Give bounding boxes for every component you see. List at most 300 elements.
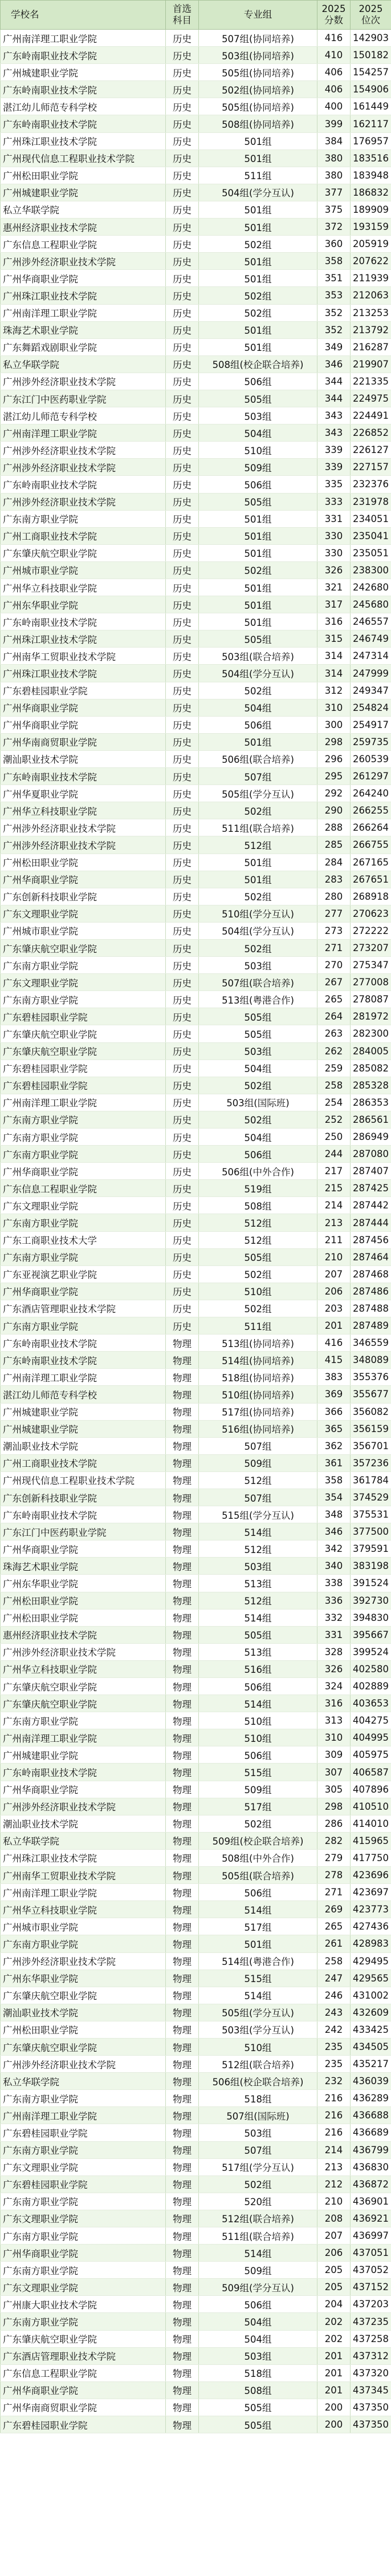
subject-cell: 历史	[166, 957, 199, 974]
school-cell: 广东南方职业学院	[1, 1111, 166, 1128]
group-cell: 514组	[199, 1901, 317, 1918]
group-cell: 510组(学分互认)	[199, 905, 317, 922]
rank-cell: 379591	[351, 1540, 391, 1558]
table-row	[1, 1523, 391, 1540]
rank-cell: 402580	[351, 1660, 391, 1677]
subject-cell: 历史	[166, 115, 199, 132]
table-row	[1, 2381, 391, 2399]
rank-cell: 245680	[351, 596, 391, 613]
school-cell: 广州东华职业学院	[1, 1575, 166, 1592]
school-cell: 广州华商职业学院	[1, 1781, 166, 1798]
score-cell: 214	[317, 2141, 351, 2158]
subject-cell: 物理	[166, 2056, 199, 2073]
table-row	[1, 905, 391, 922]
table-row	[1, 1643, 391, 1660]
table-row	[1, 81, 391, 98]
score-cell: 310	[317, 699, 351, 716]
subject-cell: 物理	[166, 2021, 199, 2038]
table-row	[1, 1352, 391, 1369]
subject-cell: 物理	[166, 1867, 199, 1884]
table-row	[1, 64, 391, 81]
subject-cell: 物理	[166, 2296, 199, 2313]
subject-cell: 历史	[166, 47, 199, 64]
table-row	[1, 1626, 391, 1643]
score-cell: 312	[317, 682, 351, 699]
score-cell: 328	[317, 1643, 351, 1660]
score-cell: 314	[317, 665, 351, 682]
school-cell: 广州涉外经济职业技术学院	[1, 1798, 166, 1815]
table-row	[1, 373, 391, 390]
table-row	[1, 2262, 391, 2279]
group-cell: 501组	[199, 613, 317, 630]
group-cell: 515组	[199, 1970, 317, 1987]
group-cell: 501组	[199, 854, 317, 871]
group-cell: 517组	[199, 1918, 317, 1935]
rank-cell: 150182	[351, 47, 391, 64]
table-row	[1, 2330, 391, 2347]
group-cell: 509组(学分互认)	[199, 2279, 317, 2296]
score-cell: 342	[317, 1540, 351, 1558]
subject-cell: 历史	[166, 630, 199, 648]
table-row	[1, 1146, 391, 1163]
score-cell: 331	[317, 1626, 351, 1643]
rank-cell: 392730	[351, 1592, 391, 1609]
rank-cell: 193159	[351, 219, 391, 236]
group-cell: 502组(协同培养)	[199, 81, 317, 98]
school-cell: 广州城市职业学院	[1, 1918, 166, 1935]
group-cell: 511组	[199, 1317, 317, 1334]
score-cell: 346	[317, 355, 351, 373]
rank-cell: 287464	[351, 1248, 391, 1265]
subject-cell: 历史	[166, 1025, 199, 1042]
school-cell: 珠海艺术职业学院	[1, 321, 166, 338]
header-rank-line1: 2025	[359, 3, 383, 14]
rank-cell: 227157	[351, 459, 391, 476]
table-row	[1, 2073, 391, 2090]
subject-cell: 物理	[166, 1575, 199, 1592]
score-cell: 366	[317, 1403, 351, 1420]
score-cell: 315	[317, 630, 351, 648]
school-cell: 广东南方职业学院	[1, 1248, 166, 1265]
table-body	[1, 30, 391, 2433]
table-row	[1, 1660, 391, 1677]
group-cell: 505组(协同培养)	[199, 98, 317, 115]
school-cell: 广州现代信息工程职业技术学院	[1, 1471, 166, 1489]
subject-cell: 物理	[166, 2004, 199, 2021]
group-cell: 501组	[199, 201, 317, 218]
school-cell: 广东南方职业学院	[1, 1317, 166, 1334]
group-cell: 502组	[199, 304, 317, 321]
score-cell: 326	[317, 561, 351, 579]
subject-cell: 物理	[166, 1334, 199, 1352]
subject-cell: 历史	[166, 1042, 199, 1059]
header-score-line1: 2025	[321, 3, 346, 14]
school-cell: 广东信息工程职业学院	[1, 2364, 166, 2381]
subject-cell: 历史	[166, 1214, 199, 1231]
score-cell: 369	[317, 1386, 351, 1403]
group-cell: 512组(联合培养)	[199, 2056, 317, 2073]
table-row	[1, 733, 391, 750]
school-cell: 广东文理职业学院	[1, 2158, 166, 2175]
subject-cell: 历史	[166, 974, 199, 991]
table-row	[1, 390, 391, 407]
school-cell: 广东肇庆航空职业学院	[1, 1678, 166, 1695]
group-cell: 514组	[199, 1695, 317, 1712]
school-cell: 广州松田职业学院	[1, 2021, 166, 2038]
group-cell: 509组(校企联合培养)	[199, 1832, 317, 1849]
rank-cell: 287456	[351, 1231, 391, 1248]
school-cell: 广东岭南职业技术学院	[1, 1764, 166, 1781]
score-cell: 344	[317, 373, 351, 390]
group-cell: 508组(校企联合培养)	[199, 355, 317, 373]
table-row	[1, 149, 391, 167]
group-cell: 514组	[199, 1987, 317, 2004]
score-cell: 207	[317, 2227, 351, 2245]
subject-cell: 物理	[166, 1712, 199, 1729]
group-cell: 502组	[199, 1077, 317, 1094]
score-cell: 285	[317, 836, 351, 854]
school-cell: 广东文理职业学院	[1, 905, 166, 922]
rank-cell: 391524	[351, 1575, 391, 1592]
group-cell: 507组	[199, 2141, 317, 2158]
school-cell: 广州南洋理工职业学院	[1, 424, 166, 442]
subject-cell: 历史	[166, 785, 199, 802]
subject-cell: 历史	[166, 871, 199, 888]
school-cell: 广州松田职业学院	[1, 1592, 166, 1609]
score-cell: 339	[317, 442, 351, 459]
table-row	[1, 1025, 391, 1042]
score-cell: 309	[317, 1746, 351, 1764]
school-cell: 广州松田职业学院	[1, 854, 166, 871]
subject-cell: 历史	[166, 1231, 199, 1248]
school-cell: 广东南方职业学院	[1, 1712, 166, 1729]
rank-cell: 437203	[351, 2296, 391, 2313]
subject-cell: 物理	[166, 2107, 199, 2124]
group-cell: 515组(学分互认)	[199, 1506, 317, 1523]
group-cell: 505组	[199, 1248, 317, 1265]
header-score	[317, 1, 351, 30]
group-cell: 512组	[199, 1471, 317, 1489]
rank-cell: 266264	[351, 819, 391, 836]
subject-cell: 历史	[166, 1197, 199, 1214]
table-row	[1, 2090, 391, 2107]
rank-cell: 268918	[351, 888, 391, 905]
score-cell: 202	[317, 2330, 351, 2347]
table-row	[1, 2193, 391, 2210]
group-cell: 511组	[199, 167, 317, 184]
rank-cell: 267651	[351, 871, 391, 888]
score-cell: 277	[317, 905, 351, 922]
score-cell: 406	[317, 64, 351, 81]
subject-cell: 历史	[166, 390, 199, 407]
subject-cell: 历史	[166, 768, 199, 785]
school-cell: 广东创新科技职业学院	[1, 1489, 166, 1506]
rank-cell: 437320	[351, 2364, 391, 2381]
group-cell: 509组	[199, 2262, 317, 2279]
header-subject-line1: 首选	[173, 3, 192, 14]
rank-cell: 427436	[351, 1918, 391, 1935]
table-row	[1, 785, 391, 802]
subject-cell: 历史	[166, 1008, 199, 1025]
subject-cell: 历史	[166, 184, 199, 201]
rank-cell: 433425	[351, 2021, 391, 2038]
score-cell: 354	[317, 1489, 351, 1506]
school-cell: 广州珠江职业技术学院	[1, 665, 166, 682]
table-row	[1, 1695, 391, 1712]
score-cell: 201	[317, 2381, 351, 2399]
table-row	[1, 682, 391, 699]
score-cell: 330	[317, 527, 351, 544]
group-cell: 506组(联合培养)	[199, 750, 317, 767]
rank-cell: 429565	[351, 1970, 391, 1987]
table-row	[1, 424, 391, 442]
score-cell: 212	[317, 2175, 351, 2193]
table-row	[1, 596, 391, 613]
rank-cell: 417750	[351, 1849, 391, 1866]
rank-cell: 282300	[351, 1025, 391, 1042]
table-row	[1, 1746, 391, 1764]
table-row	[1, 2296, 391, 2313]
score-cell: 208	[317, 2210, 351, 2227]
subject-cell: 历史	[166, 527, 199, 544]
group-cell: 504组	[199, 699, 317, 716]
group-cell: 503组	[199, 2124, 317, 2141]
school-cell: 广州华商职业学院	[1, 699, 166, 716]
subject-cell: 物理	[166, 1403, 199, 1420]
group-cell: 506组	[199, 716, 317, 733]
subject-cell: 历史	[166, 1317, 199, 1334]
group-cell: 504组	[199, 1129, 317, 1146]
school-cell: 湛江幼儿师范专科学校	[1, 1386, 166, 1403]
subject-cell: 物理	[166, 1523, 199, 1540]
group-cell: 509组	[199, 459, 317, 476]
rank-cell: 272222	[351, 922, 391, 939]
group-cell: 505组	[199, 630, 317, 648]
group-cell: 505组	[199, 1025, 317, 1042]
rank-cell: 287425	[351, 1180, 391, 1197]
score-cell: 292	[317, 785, 351, 802]
score-cell: 290	[317, 802, 351, 819]
score-cell: 216	[317, 2107, 351, 2124]
subject-cell: 物理	[166, 2399, 199, 2416]
subject-cell: 历史	[166, 493, 199, 510]
group-cell: 502组	[199, 236, 317, 253]
header-score-line2: 分数	[324, 15, 343, 26]
rank-cell: 235041	[351, 527, 391, 544]
group-cell: 506组	[199, 2296, 317, 2313]
subject-cell: 历史	[166, 648, 199, 665]
group-cell: 503组	[199, 957, 317, 974]
subject-cell: 历史	[166, 407, 199, 424]
rank-cell: 434505	[351, 2038, 391, 2055]
score-cell: 204	[317, 2296, 351, 2313]
table-row	[1, 47, 391, 64]
group-cell: 506组	[199, 1678, 317, 1695]
subject-cell: 物理	[166, 1764, 199, 1781]
school-cell: 广东信息工程职业学院	[1, 236, 166, 253]
subject-cell: 物理	[166, 1609, 199, 1626]
group-cell: 501组	[199, 871, 317, 888]
score-cell: 211	[317, 1231, 351, 1248]
table-row	[1, 1867, 391, 1884]
school-cell: 潮汕职业技术学院	[1, 1815, 166, 1832]
table-row	[1, 236, 391, 253]
group-cell: 513组(协同培养)	[199, 1334, 317, 1352]
school-cell: 广州珠江职业技术学院	[1, 1849, 166, 1866]
table-row	[1, 939, 391, 956]
school-cell: 广州城建职业学院	[1, 1420, 166, 1437]
school-cell: 潮汕职业技术学院	[1, 1437, 166, 1454]
subject-cell: 物理	[166, 2347, 199, 2364]
rank-cell: 436799	[351, 2141, 391, 2158]
score-cell: 360	[317, 236, 351, 253]
subject-cell: 历史	[166, 699, 199, 716]
group-cell: 501组	[199, 253, 317, 270]
table-row	[1, 219, 391, 236]
subject-cell: 物理	[166, 2330, 199, 2347]
subject-cell: 物理	[166, 1592, 199, 1609]
rank-cell: 361784	[351, 1471, 391, 1489]
rank-cell: 266255	[351, 802, 391, 819]
group-cell: 506组	[199, 1146, 317, 1163]
rank-cell: 226127	[351, 442, 391, 459]
table-row	[1, 1901, 391, 1918]
rank-cell: 235051	[351, 544, 391, 561]
score-cell: 400	[317, 98, 351, 115]
group-cell: 518组	[199, 2090, 317, 2107]
rank-cell: 242680	[351, 579, 391, 596]
score-cell: 216	[317, 2090, 351, 2107]
subject-cell: 历史	[166, 64, 199, 81]
rank-cell: 224491	[351, 407, 391, 424]
score-cell: 415	[317, 1352, 351, 1369]
group-cell: 506组	[199, 476, 317, 493]
rank-cell: 407896	[351, 1781, 391, 1798]
group-cell: 505组	[199, 2399, 317, 2416]
school-cell: 珠海艺术职业学院	[1, 1558, 166, 1575]
score-cell: 365	[317, 1420, 351, 1437]
subject-cell: 历史	[166, 236, 199, 253]
table-row	[1, 407, 391, 424]
score-cell: 213	[317, 1214, 351, 1231]
score-cell: 201	[317, 2364, 351, 2381]
group-cell: 511组(联合培养)	[199, 819, 317, 836]
score-cell: 375	[317, 201, 351, 218]
table-row	[1, 648, 391, 665]
subject-cell: 物理	[166, 1935, 199, 1952]
school-cell: 广东南方职业学院	[1, 957, 166, 974]
score-cell: 247	[317, 1970, 351, 1987]
rank-cell: 278087	[351, 991, 391, 1008]
score-cell: 207	[317, 1265, 351, 1283]
subject-cell: 历史	[166, 939, 199, 956]
group-cell: 502组	[199, 1265, 317, 1283]
school-cell: 广东碧桂园职业学院	[1, 1008, 166, 1025]
rank-cell: 154257	[351, 64, 391, 81]
subject-cell: 历史	[166, 991, 199, 1008]
table-row	[1, 836, 391, 854]
school-cell: 广州华商职业学院	[1, 2381, 166, 2399]
group-cell: 516组	[199, 1660, 317, 1677]
rank-cell: 404275	[351, 1712, 391, 1729]
group-cell: 507组(国际班)	[199, 2107, 317, 2124]
score-cell: 377	[317, 184, 351, 201]
rank-cell: 399524	[351, 1643, 391, 1660]
score-cell: 372	[317, 219, 351, 236]
school-cell: 广州华南商贸职业学院	[1, 733, 166, 750]
group-cell: 515组	[199, 1764, 317, 1781]
group-cell: 506组	[199, 1884, 317, 1901]
group-cell: 510组(协同培养)	[199, 1386, 317, 1403]
rank-cell: 436921	[351, 2210, 391, 2227]
rank-cell: 285328	[351, 1077, 391, 1094]
subject-cell: 物理	[166, 1386, 199, 1403]
subject-cell: 物理	[166, 2038, 199, 2055]
rank-cell: 254824	[351, 699, 391, 716]
group-cell: 503组(联合培养)	[199, 648, 317, 665]
table-row	[1, 1008, 391, 1025]
table-row	[1, 1317, 391, 1334]
subject-cell: 历史	[166, 98, 199, 115]
subject-cell: 历史	[166, 338, 199, 355]
score-cell: 383	[317, 1369, 351, 1386]
group-cell: 506组	[199, 373, 317, 390]
score-cell: 351	[317, 270, 351, 287]
group-cell: 512组(联合培养)	[199, 2210, 317, 2227]
table-row	[1, 2227, 391, 2245]
score-cell: 271	[317, 939, 351, 956]
score-cell: 206	[317, 2245, 351, 2262]
score-cell: 324	[317, 1678, 351, 1695]
table-row	[1, 1334, 391, 1352]
school-cell: 广东岭南职业技术学院	[1, 115, 166, 132]
school-cell: 广州华商职业学院	[1, 871, 166, 888]
score-cell: 313	[317, 1712, 351, 1729]
school-cell: 广东岭南职业技术学院	[1, 613, 166, 630]
school-cell: 广州城建职业学院	[1, 1403, 166, 1420]
table-row	[1, 922, 391, 939]
school-cell: 广州松田职业学院	[1, 167, 166, 184]
school-cell: 广州东华职业学院	[1, 596, 166, 613]
subject-cell: 物理	[166, 1729, 199, 1746]
rank-cell: 286949	[351, 1129, 391, 1146]
school-cell: 惠州经济职业技术学院	[1, 1626, 166, 1643]
rank-cell: 437258	[351, 2330, 391, 2347]
rank-cell: 432609	[351, 2004, 391, 2021]
score-cell: 210	[317, 1248, 351, 1265]
subject-cell: 物理	[166, 2124, 199, 2141]
table-row	[1, 1506, 391, 1523]
rank-cell: 207622	[351, 253, 391, 270]
score-cell: 384	[317, 132, 351, 149]
group-cell: 508组(协同培养)	[199, 115, 317, 132]
score-cell: 349	[317, 338, 351, 355]
subject-cell: 历史	[166, 750, 199, 767]
school-cell: 广州华立科技职业学院	[1, 579, 166, 596]
table-row	[1, 2416, 391, 2433]
subject-cell: 物理	[166, 2158, 199, 2175]
score-cell: 406	[317, 81, 351, 98]
school-cell: 广州南洋理工职业学院	[1, 1729, 166, 1746]
table-row	[1, 1163, 391, 1180]
school-cell: 广东创新科技职业学院	[1, 888, 166, 905]
subject-cell: 物理	[166, 2210, 199, 2227]
rank-cell: 259735	[351, 733, 391, 750]
group-cell: 505组	[199, 493, 317, 510]
school-cell: 广州华商职业学院	[1, 1540, 166, 1558]
score-cell: 410	[317, 47, 351, 64]
school-cell: 广州华立科技职业学院	[1, 802, 166, 819]
